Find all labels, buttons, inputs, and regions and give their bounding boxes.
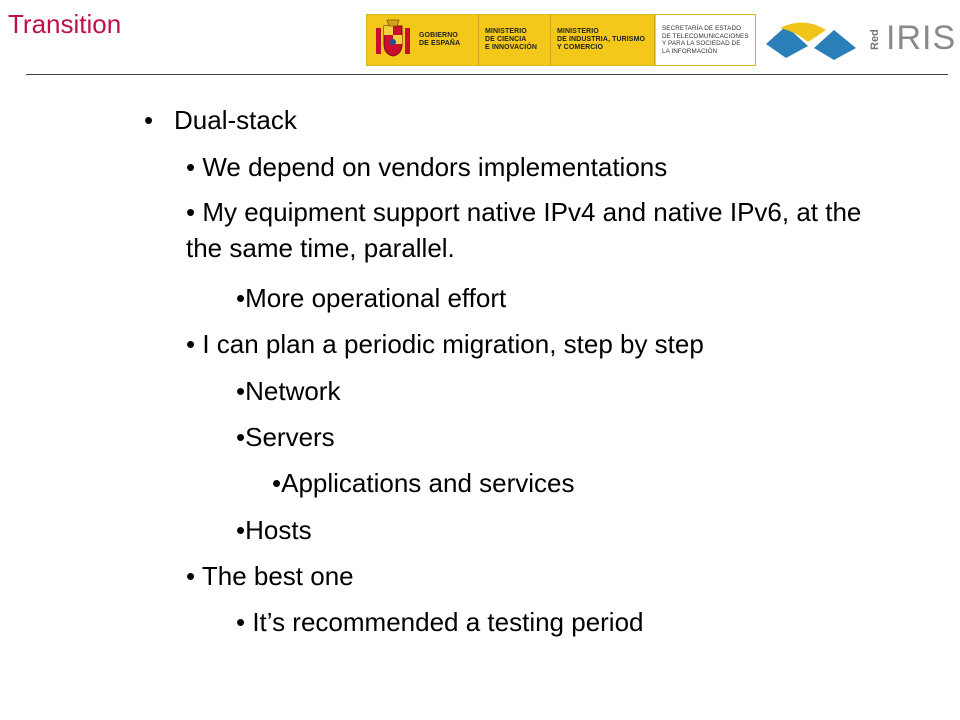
bullet-plan: • I can plan a periodic migration, step by step [186, 329, 704, 359]
bullet-dual-stack [144, 100, 297, 140]
bullet-vendors: • We depend on vendors implementations [186, 152, 668, 182]
rediris-mark-icon [764, 18, 860, 62]
bullet-servers: •Servers [236, 422, 335, 452]
rediris-prefix: Red [869, 29, 881, 50]
secretaria-logo-text: SECRETARÍA DE ESTADO DE TELECOMUNICACIONES Y PARA LA SOCIEDAD DE LA INFORMACIÓN [662, 25, 749, 55]
gobierno-logo-text: GOBIERNO DE ESPAÑA [419, 32, 461, 47]
ciencia-logo [479, 15, 551, 65]
bullet-effort: •More operational effort [236, 283, 507, 313]
industria-logo-text: MINISTERIO DE INDUSTRIA, TURISMO Y COMERCIO [557, 28, 646, 51]
bullet-best: • The best one [186, 561, 354, 591]
spain-crest-icon [373, 18, 413, 62]
gobierno-logo [367, 15, 479, 65]
government-logos [366, 14, 756, 66]
secretaria-logo [655, 15, 755, 65]
bullet-hosts: •Hosts [236, 515, 312, 545]
bullet-dual-stack-text: Dual-stack [174, 105, 297, 135]
bullet-native: • My equipment support native IPv4 and native IPv6, at the the same time, parallel. [186, 197, 862, 263]
bullet-apps: •Applications and services [272, 468, 575, 498]
bullet-marker: • [144, 105, 154, 135]
bullet-network: •Network [236, 376, 341, 406]
ciencia-logo-text: MINISTERIO DE CIENCIA E INNOVACIÓN [485, 28, 538, 51]
industria-logo [551, 15, 655, 65]
bullet-testing: • It’s recommended a testing period [236, 607, 644, 637]
slide-title: Transition [8, 9, 122, 39]
header-divider [26, 74, 948, 75]
rediris-name: IRIS [886, 19, 957, 57]
